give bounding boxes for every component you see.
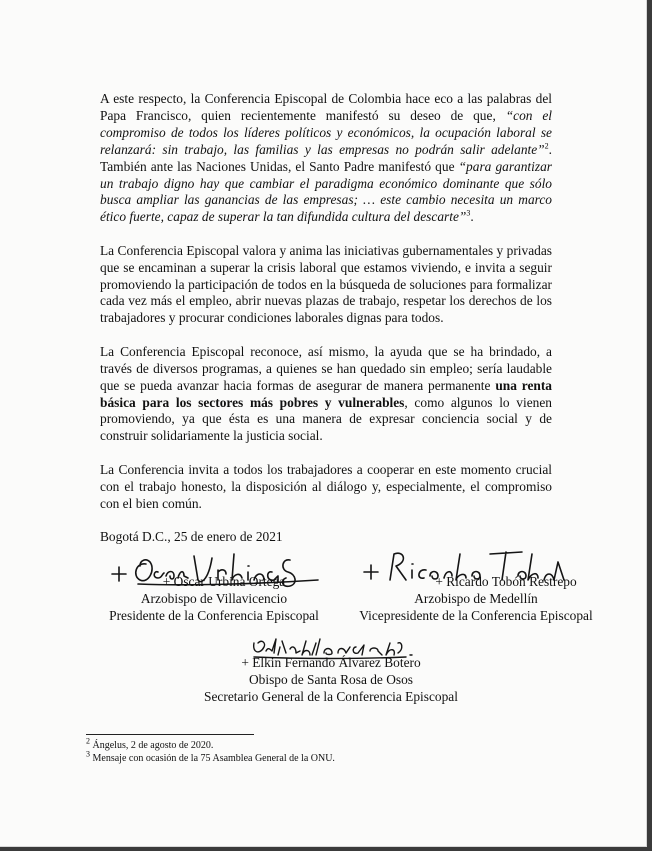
date-line: Bogotá D.C., 25 de enero de 2021	[100, 528, 283, 544]
paragraph-3	[100, 344, 552, 445]
francisco-quote-2: “para garantizar un trabajo digno hay que cambiar el paradigma económico dominante que sólo busca ampliar las ganancias de las empresas; … este cambio necesita un marco ético fuerte, capaz de superar la tan difundida cultura del descarte”	[100, 158, 552, 225]
paragraph-3-text-a: La Conferencia Episcopal reconoce, así mismo, la ayuda que se ha brindado, a través de diversos programas, a quienes se han quedado sin empleo; sería laudable que se pueda avanzar hacia formas de asegurar de manera permanente	[100, 343, 552, 393]
francisco-quote-1: “con el compromiso de todos los líderes políticos y económicos, la ocupación laboral se relanzará: sin trabajo, las familias y las empresas no podrán salir adelante”	[100, 107, 553, 157]
paragraph-1-text-b: . También ante las Naciones Unidas, el Santo Padre manifestó que	[100, 141, 552, 174]
signatory-name: + Elkin Fernando Álvarez Botero	[241, 655, 421, 670]
footnote-divider	[86, 734, 254, 735]
letter-body	[100, 91, 552, 546]
paragraph-3-text-b: , como algunos lo vienen promoviendo, ya que ésta es una manera de expresar conciencia social y de construir solidariamente la justicia social.	[100, 394, 552, 444]
renta-basica-emphasis: una renta básica para los sectores más pobres y vulnerables	[100, 377, 552, 410]
paragraph-1-text-c: .	[470, 209, 474, 225]
paragraph-1	[100, 91, 552, 226]
footnote-text: Mensaje con ocasión de la 75 Asamblea General de la ONU.	[90, 752, 335, 764]
signatory-title: Vicepresidente de la Conferencia Episcopal	[359, 607, 593, 623]
footnote-text: Ángelus, 2 de agosto de 2020.	[90, 740, 214, 751]
signatory-name: + Óscar Urbina Ortega	[162, 574, 286, 589]
footnote-mark: 2	[86, 736, 90, 746]
signatory-title: Presidente de la Conferencia Episcopal	[109, 607, 319, 623]
paragraph-2: La Conferencia Episcopal valora y anima las iniciativas gubernamentales y privadas que se encaminan a superar la crisis laboral que estamos viviendo, e invita a seguir promoviendo la participación de todos en la búsqueda de soluciones para formalizar cada vez más el empleo, abrir nuevas plazas de trabajo, respetar los derechos de los trabajadores y procurar condiciones laborales dignas para todos.	[100, 242, 552, 326]
footnote-mark: 3	[86, 749, 90, 759]
footnotes	[86, 736, 335, 765]
footnote-ref-3: 3	[466, 208, 471, 218]
signatory-role: Arzobispo de Villavicencio	[140, 590, 288, 606]
signatory-title: Secretario General de la Conferencia Episcopal	[204, 688, 458, 704]
paragraph-4: La Conferencia invita a todos los trabajadores a cooperar en este momento crucial con el trabajo honesto, la disposición al diálogo y, especialmente, el compromiso con el bien común.	[100, 461, 552, 511]
signatory-role: Arzobispo de Medellín	[414, 590, 538, 606]
signatory-tobon	[334, 574, 618, 625]
signatory-role: Obispo de Santa Rosa de Osos	[248, 671, 414, 687]
paragraph-1-text-a: A este respecto, la Conferencia Episcopal de Colombia hace eco a las palabras del Papa Francisco, quien recientemente manifestó su deseo de que,	[100, 91, 552, 123]
signatory-name: + Ricardo Tobón Restrepo	[435, 574, 577, 589]
footnote-3	[86, 749, 335, 766]
footnote-ref-2: 2	[544, 141, 549, 151]
signatory-alvarez	[186, 655, 476, 706]
footnote-2	[86, 736, 335, 753]
signatory-urbina	[98, 574, 330, 625]
